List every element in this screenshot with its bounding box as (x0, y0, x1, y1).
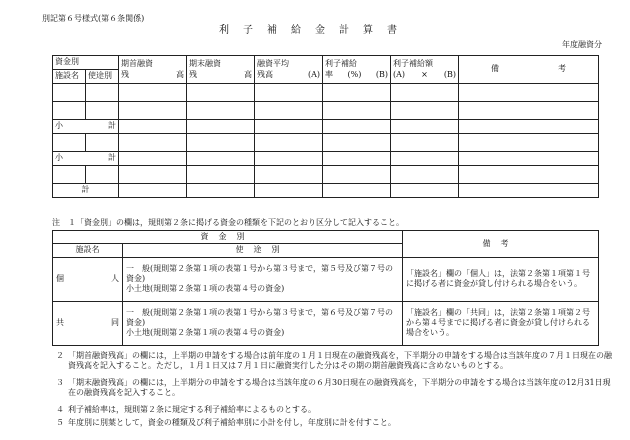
header-facility-name: 施設名 (53, 244, 123, 257)
document-title: 利子補給金計算書 (219, 25, 411, 36)
header-facility-name: 施設名 (53, 70, 86, 84)
note-5: ５ 年度別に別葉として，資金の種類及び利子補給率別に小計を付し，年度別に計を付すこと。 (56, 418, 396, 427)
header-remarks: 備 考 (459, 56, 599, 84)
subtotal-row: 小 計 (53, 120, 599, 134)
header-use-type: 使途別 (86, 70, 119, 84)
header-remarks: 備考 (403, 231, 599, 258)
header-average-balance: 融資平均 残高 (A) (255, 56, 323, 84)
header-fund-type: 資金別 (53, 56, 119, 70)
form-reference: 別記第６号様式(第６条関係) (42, 14, 145, 23)
subtotal-row: 小 計 (53, 152, 599, 166)
header-subsidy-amount: 利子補給額 (A) × (B) (391, 56, 459, 84)
note-2: ２ 「期首融資残高」の欄には，上半期の申請をする場合は前年度の１月１日現在の融資残高を，下半期分の申請をする場合は当該年度の７月１日現在の融資残高を記入すること。ただし，１月１日又は７月１日に融資実行した分はその期の期首融資残高に含めないものとする。 (56, 351, 612, 371)
header-subsidy-rate: 利子補給 率 (%) (B) (323, 56, 391, 84)
interest-calculation-table (52, 55, 599, 198)
total-row: 計 (53, 184, 599, 198)
note-1: 注 １「資金別」の欄は，規則第２条に掲げる資金の種類を下記のとおり区分して記入すること。 (52, 218, 404, 227)
header-fund-type: 資金別 (53, 231, 403, 244)
note-3: ３ 「期末融資残高」の欄には，上半期分の申請をする場合は当該年度の６月30日現在の融資残高を，下半期分の申請をする場合は当該年度の12月31日現在の融資残高を記入すること。 (56, 378, 611, 398)
header-opening-balance: 期首融資 残 高 (119, 56, 187, 84)
fund-classification-table (52, 230, 599, 346)
classification-row-joint: 共 同 一 般(規則第２条第１項の表第１号から第３号まで，第６号及び第７号の資金) 小土地(規則第２条第１項の表第４号の資金) 「施設名」欄の「共同」は，法第２条第１項第２号から第４号までに掲げる者に資金が貸し付けられる場合をいう。 (53, 301, 599, 345)
header-closing-balance: 期末融資 残 高 (187, 56, 255, 84)
fiscal-year-label: 年度融資分 (562, 40, 602, 49)
header-use-type: 使途別 (123, 244, 403, 257)
note-4: ４ 利子補給率は，規則第２条に規定する利子補給率によるものとする。 (56, 405, 316, 414)
classification-row-individual: 個 人 一 般(規則第２条第１項の表第１号から第３号まで，第５号及び第７号の資金) 小土地(規則第２条第１項の表第４号の資金) 「施設名」欄の「個人」は，法第２条第１項第１号に掲げる者に資金が貸し付けられる場合をいう。 (53, 257, 599, 301)
